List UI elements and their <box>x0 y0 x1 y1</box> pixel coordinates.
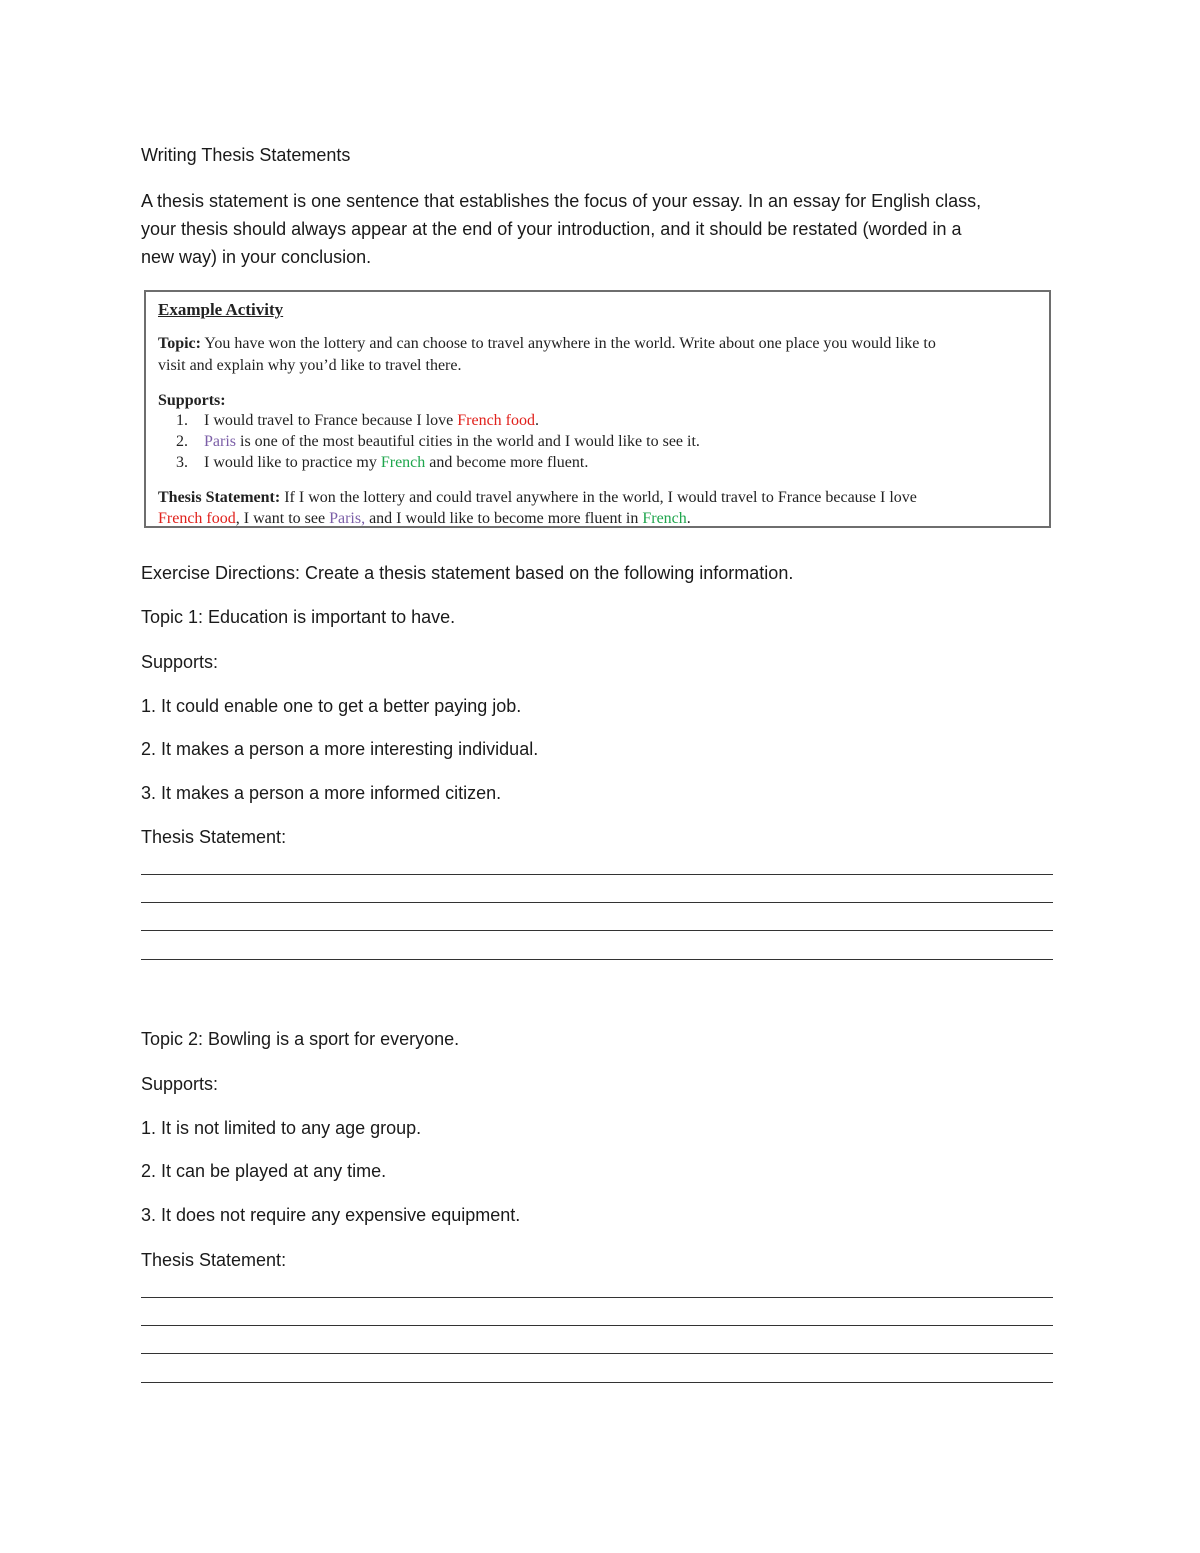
topic-1-answer-line[interactable] <box>141 874 1053 875</box>
list-number: 1. <box>176 412 188 429</box>
support-text: I would travel to France because I love <box>204 412 458 429</box>
document-title: Writing Thesis Statements <box>141 145 351 165</box>
topic-1-support-3: 3. It makes a person a more informed citizen. <box>141 783 502 803</box>
highlight-french: French <box>642 510 687 527</box>
topic-2-supports-label: Supports: <box>141 1074 219 1094</box>
thesis-text: , I want to see <box>235 510 330 527</box>
highlight-french-food: French food <box>158 510 236 527</box>
topic-1-answer-line[interactable] <box>141 930 1053 931</box>
topic-1-support-1: 1. It could enable one to get a better paying job. <box>141 696 522 716</box>
thesis-text: . <box>686 510 691 527</box>
example-support-1 <box>146 411 539 431</box>
topic-1-heading: Topic 1: Education is important to have. <box>141 607 456 627</box>
intro-line: new way) in your conclusion. <box>141 247 372 267</box>
highlight-paris: Paris, <box>329 510 366 527</box>
topic-1-answer-line[interactable] <box>141 959 1053 960</box>
example-topic-label: Topic: <box>158 335 201 352</box>
topic-2-heading: Topic 2: Bowling is a sport for everyone. <box>141 1029 460 1049</box>
example-thesis-line-2 <box>158 509 691 529</box>
topic-1-answer-line[interactable] <box>141 902 1053 903</box>
topic-2-thesis-label: Thesis Statement: <box>141 1250 287 1270</box>
topic-2-answer-line[interactable] <box>141 1325 1053 1326</box>
exercise-directions: Exercise Directions: Create a thesis statement based on the following information. <box>141 563 794 583</box>
topic-1-supports-label: Supports: <box>141 652 219 672</box>
highlight-french-food: French food <box>457 412 535 429</box>
example-topic-text: You have won the lottery and can choose to travel anywhere in the world. Write about one place you would like to <box>200 335 936 352</box>
example-thesis-line-1 <box>158 488 917 508</box>
example-activity-box <box>144 290 1051 528</box>
topic-2-support-1: 1. It is not limited to any age group. <box>141 1118 422 1138</box>
topic-1-thesis-label: Thesis Statement: <box>141 827 287 847</box>
intro-paragraph <box>141 187 1056 271</box>
highlight-paris: Paris <box>204 433 236 450</box>
support-text: is one of the most beautiful cities in the world and I would like to see it. <box>236 433 700 450</box>
list-number: 2. <box>176 433 188 450</box>
intro-line: A thesis statement is one sentence that establishes the focus of your essay. In an essay for English class, <box>141 191 982 211</box>
example-thesis-text: If I won the lottery and could travel anywhere in the world, I would travel to France because I love <box>280 489 917 506</box>
intro-line: your thesis should always appear at the end of your introduction, and it should be restated (worded in a <box>141 219 962 239</box>
example-topic-line-2: visit and explain why you’d like to travel there. <box>158 357 462 374</box>
topic-2-support-3: 3. It does not require any expensive equipment. <box>141 1205 521 1225</box>
support-text: I would like to practice my <box>204 454 381 471</box>
example-topic-line-1 <box>158 334 936 354</box>
support-text: and become more fluent. <box>425 454 589 471</box>
topic-2-answer-line[interactable] <box>141 1353 1053 1354</box>
topic-2-answer-line[interactable] <box>141 1382 1053 1383</box>
example-supports-label: Supports: <box>158 392 226 409</box>
support-text: . <box>535 412 539 429</box>
topic-2-answer-line[interactable] <box>141 1297 1053 1298</box>
example-thesis-label: Thesis Statement: <box>158 489 281 506</box>
topic-1-support-2: 2. It makes a person a more interesting individual. <box>141 739 539 759</box>
topic-2-support-2: 2. It can be played at any time. <box>141 1161 387 1181</box>
example-heading: Example Activity <box>158 300 284 319</box>
list-number: 3. <box>176 454 188 471</box>
example-support-2 <box>146 432 700 452</box>
highlight-french: French <box>380 454 426 471</box>
thesis-text: and I would like to become more fluent in <box>365 510 643 527</box>
example-support-3 <box>146 453 588 473</box>
